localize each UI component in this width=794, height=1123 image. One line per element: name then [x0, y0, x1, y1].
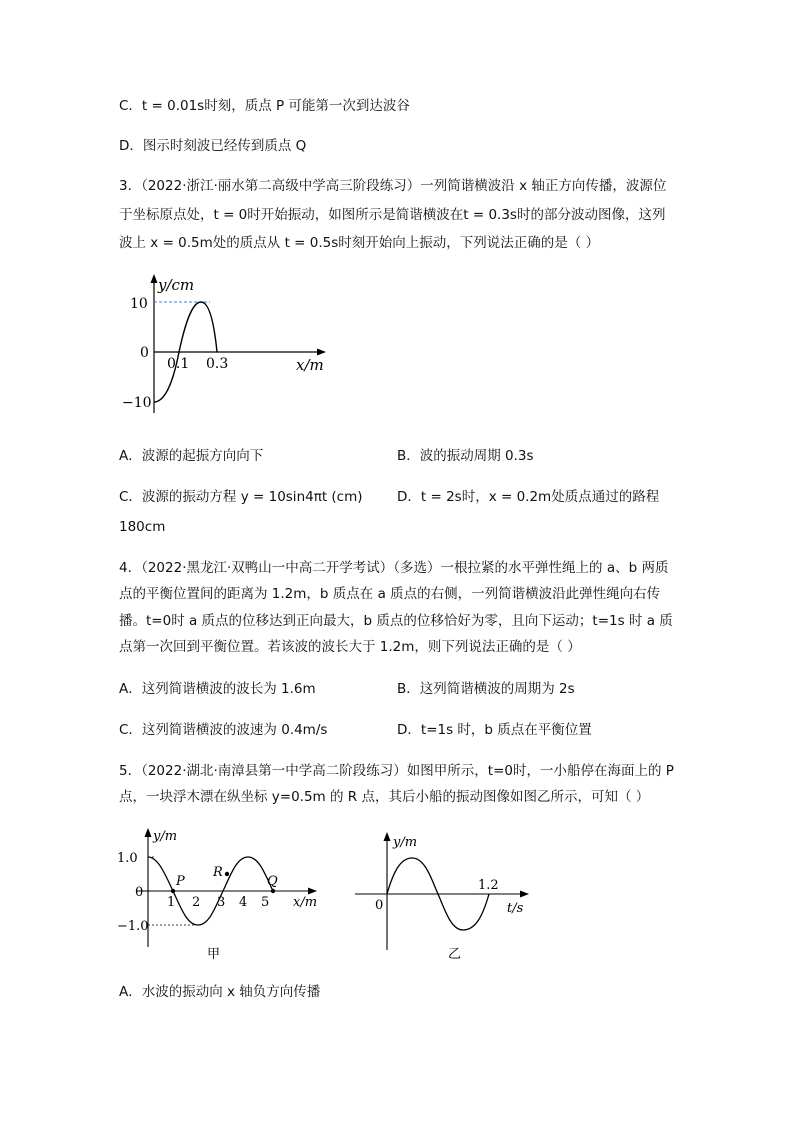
prev-option-c: C．t = 0.01s时刻，质点 P 可能第一次到达波谷 [119, 98, 410, 114]
q3-stem-line1: 3．（2022·浙江·丽水第二高级中学高三阶段练习）一列简谐横波沿 x 轴正方向传播，波源位 [119, 178, 667, 194]
q5-stem-line1: 5．（2022·湖北·南漳县第一中学高二阶段练习）如图甲所示，t=0时，一小船停在海面上的 P [119, 763, 674, 779]
q4-stem-line3: 播。t=0时 a 质点的位移达到正向最大，b 质点的位移恰好为零，且向下运动；t=1s 时 a 质 [119, 613, 673, 629]
q4-stem-line4: 点第一次回到平衡位置。若该波的波长大于 1.2m，则下列说法正确的是（ ） [119, 639, 581, 655]
q3-ytick-0: 0 [140, 345, 149, 361]
point-p-label: P [176, 874, 185, 889]
q5-stem-line2: 点，一块浮木漂在纵坐标 y=0.5m 的 R 点，其后小船的振动图像如图乙所示，可知（ ） [119, 789, 650, 805]
q5a-xtick-5: 5 [261, 895, 270, 910]
q5a-xtick-1: 1 [167, 895, 176, 910]
q5b-caption: 乙 [448, 947, 462, 962]
q3-wave-graph [110, 268, 340, 418]
q5-wave-graph-a [115, 822, 325, 962]
q5a-xtick-3: 3 [217, 895, 226, 910]
q5a-xlabel: x/m [293, 895, 318, 910]
q5a-xtick-2: 2 [192, 895, 201, 910]
q4-stem-line2: 点的平衡位置间的距离为 1.2m，b 质点在 a 质点的右侧，一列简谐横波沿此弹性绳向右传 [119, 586, 661, 602]
q5a-ylabel: y/m [153, 829, 178, 844]
q5b-origin: 0 [375, 898, 384, 913]
point-r-dot [225, 872, 229, 876]
q3-stem-line3: 波上 x = 0.5m处的质点从 t = 0.5s时刻开始向上振动，下列说法正确的是（ ） [119, 235, 600, 251]
prev-option-d: D．图示时刻波已经传到质点 Q [119, 138, 307, 154]
q3-option-b: B．波的振动周期 0.3s [397, 448, 534, 464]
q5b-ylabel: y/m [393, 835, 418, 850]
q3-ylabel: y/cm [158, 276, 195, 294]
point-q-dot [271, 889, 275, 893]
q3-ytick-neg10: −10 [122, 395, 152, 411]
q3-xlabel: x/m [296, 356, 324, 374]
q3-option-a: A．波源的起振方向向下 [119, 448, 264, 464]
q3-option-d-continued: 180cm [119, 519, 166, 535]
q4-stem-line1: 4．（2022·黑龙江·双鸭山一中高二开学考试）（多选）一根拉紧的水平弹性绳上的 a、b 两质 [119, 560, 669, 576]
q3-xtick-0.3: 0.3 [206, 356, 229, 372]
q5b-xtick-1.2: 1.2 [478, 878, 499, 893]
q5a-xtick-4: 4 [239, 895, 248, 910]
q5-vibration-graph-b [345, 828, 535, 962]
q5-option-a: A．水波的振动向 x 轴负方向传播 [119, 984, 321, 1000]
q5a-ytick-neg1: −1.0 [117, 919, 149, 934]
q5a-ytick-1: 1.0 [117, 851, 138, 866]
q4-option-a: A．这列简谐横波的波长为 1.6m [119, 681, 316, 697]
q3-option-d: D．t = 2s时，x = 0.2m处质点通过的路程 [397, 489, 660, 505]
q3-option-c: C．波源的振动方程 y = 10sin4πt (cm) [119, 489, 363, 505]
q4-option-c: C．这列简谐横波的波速为 0.4m/s [119, 722, 328, 738]
q5a-caption: 甲 [207, 947, 221, 962]
q4-option-d: D．t=1s 时，b 质点在平衡位置 [397, 722, 592, 738]
q3-xtick-0.1: 0.1 [167, 356, 190, 372]
q5a-ytick-0: 0 [135, 885, 144, 900]
q3-ytick-10: 10 [130, 296, 148, 312]
q4-option-b: B．这列简谐横波的周期为 2s [397, 681, 575, 697]
q3-stem-line2: 于坐标原点处，t = 0时开始振动，如图所示是简谐横波在t = 0.3s时的部分波动图像，这列 [119, 207, 666, 223]
point-p-dot [171, 889, 175, 893]
q5b-xlabel: t/s [507, 901, 524, 916]
point-r-label: R [213, 865, 223, 880]
point-q-label: Q [267, 874, 278, 889]
